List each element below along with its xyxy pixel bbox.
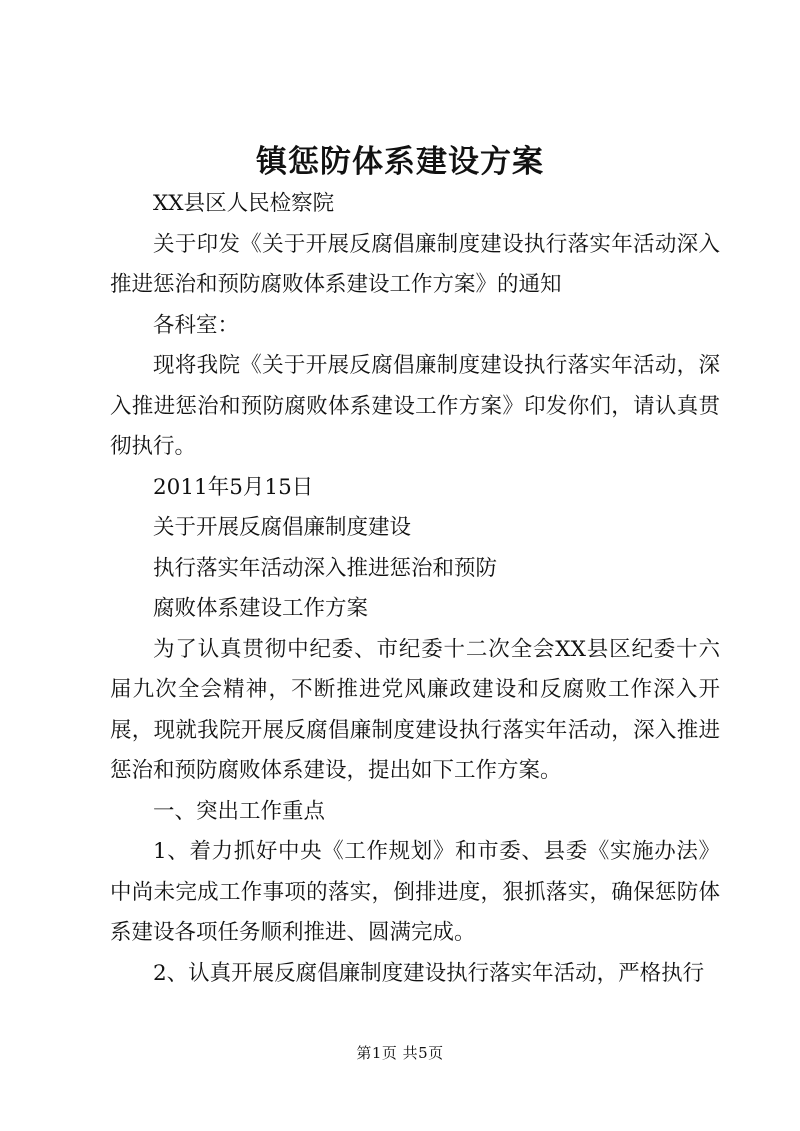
paragraph-item-1: 1、着力抓好中央《工作规划》和市委、县委《实施办法》中尚未完成工作事项的落实，倒排进度，狠抓落实，确保惩防体系建设各项任务顺利推进、圆满完成。 <box>110 839 720 945</box>
paragraph-notice-body: 现将我院《关于开展反腐倡廉制度建设执行落实年活动，深入推进惩治和预防腐败体系建设工作方案》印发你们，请认真贯彻执行。 <box>110 353 720 459</box>
paragraph-notice-title: 关于印发《关于开展反腐倡廉制度建设执行落实年活动深入推进惩治和预防腐败体系建设工作方案》的通知 <box>110 231 720 297</box>
paragraph-plan-title-line-3: 腐败体系建设工作方案 <box>153 596 369 621</box>
paragraph-salutation: 各科室： <box>153 312 240 338</box>
paragraph-item-2: 2、认真开展反腐倡廉制度建设执行落实年活动，严格执行 <box>153 960 705 986</box>
document-body <box>110 184 720 994</box>
paragraph-recipient-org: XX县区人民检察院 <box>153 191 335 216</box>
section-heading-1: 一、突出工作重点 <box>153 798 326 824</box>
paragraph-plan-title-line-2: 执行落实年活动深入推进惩治和预防 <box>153 555 498 581</box>
paragraph-intro: 为了认真贯彻中纪委、市纪委十二次全会XX县区纪委十六届九次全会精神，不断推进党风廉政建设和反腐败工作深入开展，现就我院开展反腐倡廉制度建设执行落实年活动，深入推进惩治和预防腐败体系建设，提出如下工作方案。 <box>110 636 720 783</box>
paragraph-plan-title-line-1: 关于开展反腐倡廉制度建设 <box>153 515 412 540</box>
page-footer: 第1页 共5页 <box>356 1044 444 1062</box>
paragraph-date: 2011年5月15日 <box>153 474 314 500</box>
document-title: 镇惩防体系建设方案 <box>256 144 544 180</box>
